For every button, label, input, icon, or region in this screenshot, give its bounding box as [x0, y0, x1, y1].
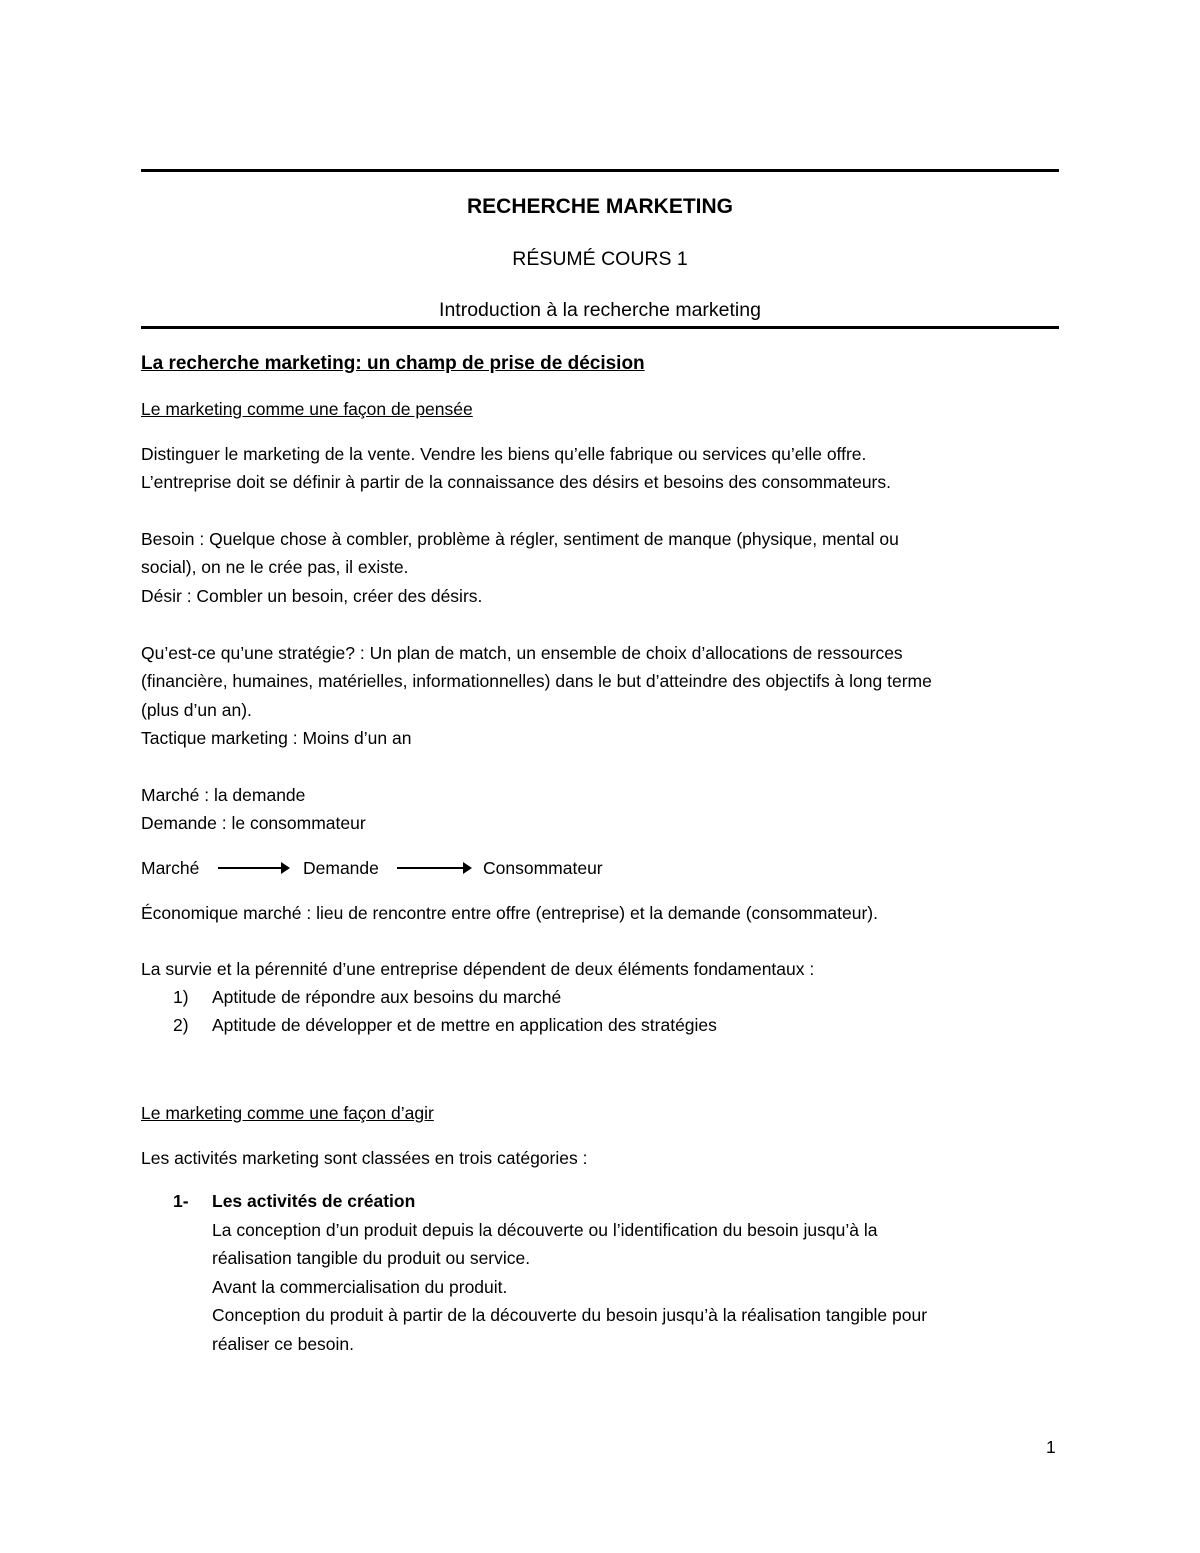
list-item: Aptitude de répondre aux besoins du marché	[212, 987, 562, 1007]
subsection-heading-pensee: Le marketing comme une façon de pensée	[141, 399, 473, 419]
flow-consommateur: Consommateur	[483, 858, 603, 878]
strategie-definition: Qu’est-ce qu’une stratégie? : Un plan de match, un ensemble de choix d’allocations de ressources	[141, 643, 903, 663]
section-heading: La recherche marketing: un champ de prise de décision	[141, 353, 645, 374]
tactique-definition: Tactique marketing : Moins d’un an	[141, 728, 412, 748]
activity-description: réaliser ce besoin.	[212, 1334, 355, 1354]
header-rule	[141, 326, 1059, 329]
strategie-definition-cont: (financière, humaines, matérielles, informationnelles) dans le but d’atteindre des objectifs à long terme	[141, 671, 932, 691]
desir-definition: Désir : Combler un besoin, créer des désirs.	[141, 586, 483, 606]
survie-paragraph: La survie et la pérennité d’une entreprise dépendent de deux éléments fondamentaux :	[141, 959, 815, 979]
arrow-right-icon	[218, 867, 284, 869]
economique-definition: Économique marché : lieu de rencontre entre offre (entreprise) et la demande (consommateur).	[141, 903, 878, 923]
document-intro: Introduction à la recherche marketing	[439, 299, 761, 321]
list-item-number: 1)	[173, 987, 189, 1007]
activity-description: Avant la commercialisation du produit.	[212, 1277, 508, 1297]
flow-marche: Marché	[141, 858, 200, 878]
top-rule	[141, 169, 1059, 172]
activity-description: Conception du produit à partir de la découverte du besoin jusqu’à la réalisation tangible pour	[212, 1305, 928, 1325]
activites-intro: Les activités marketing sont classées en trois catégories :	[141, 1148, 588, 1168]
besoin-definition-cont: social), on ne le crée pas, il existe.	[141, 557, 409, 577]
marche-definition: Marché : la demande	[141, 785, 306, 805]
page-number: 1	[1046, 1437, 1056, 1457]
numbered-item-marker: 1-	[173, 1191, 189, 1211]
list-item-number: 2)	[173, 1015, 189, 1035]
list-item: Aptitude de développer et de mettre en application des stratégies	[212, 1015, 717, 1035]
activity-description: réalisation tangible du produit ou service.	[212, 1248, 531, 1268]
demande-definition: Demande : le consommateur	[141, 813, 366, 833]
document-subtitle: RÉSUMÉ COURS 1	[512, 248, 688, 270]
flow-demande: Demande	[303, 858, 379, 878]
besoin-definition: Besoin : Quelque chose à combler, problème à régler, sentiment de manque (physique, mental ou	[141, 529, 899, 549]
document-title: RECHERCHE MARKETING	[466, 195, 733, 218]
paragraph-line: L’entreprise doit se définir à partir de la connaissance des désirs et besoins des consommateurs.	[141, 472, 891, 492]
strategie-definition-cont: (plus d’un an).	[141, 700, 252, 720]
arrow-right-icon	[397, 867, 466, 869]
activity-title-creation: Les activités de création	[212, 1191, 416, 1211]
paragraph-line: Distinguer le marketing de la vente. Vendre les biens qu’elle fabrique ou services qu’elle offre.	[141, 444, 867, 464]
subsection-heading-agir: Le marketing comme une façon d’agir	[141, 1103, 434, 1123]
activity-description: La conception d’un produit depuis la découverte ou l’identification du besoin jusqu’à la	[212, 1220, 878, 1240]
